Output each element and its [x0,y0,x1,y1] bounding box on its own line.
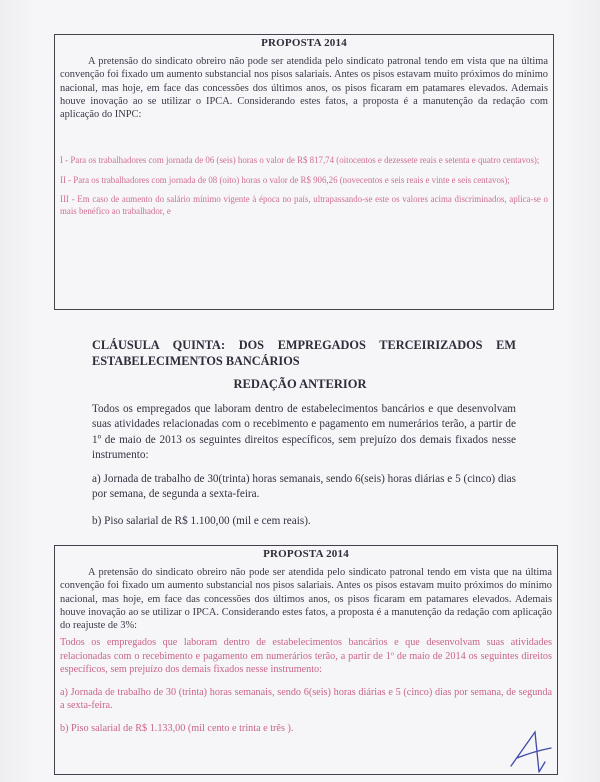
proposal-title: PROPOSTA 2014 [263,548,349,560]
proposal-box-1 [54,34,554,310]
clause-subtitle: REDAÇÃO ANTERIOR [233,377,367,391]
proposal-intro: A pretensão do sindicato obreiro não pode ser atendida pelo sindicato patronal tendo em vista que na última convenção foi fixado um aumento substancial nos pisos salariais. Antes os pisos estavam muito próximos do mínimo nacional, mas hoje, em face das concessões dos últimos anos, os pisos ficaram em patamares elevados. Ademais houve inovação ao se utilizar o IPCA. Considerando estes fatos, a proposta é a manutenção da redação com aplicação do reajuste de 3%: [60,567,552,632]
proposal-title: PROPOSTA 2014 [261,37,347,49]
proposal-box-2 [54,545,558,775]
clause-item-a: a) Jornada de trabalho de 30(trinta) horas semanais, sendo 6(seis) horas diárias e 5 (cinco) dias por semana, de segunda a sexta-feira. [92,473,516,501]
proposal-item-b: b) Piso salarial de R$ 1.133,00 (mil cento e trinta e três ). [60,722,294,734]
signature-mark [505,728,555,776]
clause-item-b: b) Piso salarial de R$ 1.100,00 (mil e cem reais). [92,515,311,527]
proposal-intro: A pretensão do sindicato obreiro não pode ser atendida pelo sindicato patronal tendo em vista que na última convenção foi fixado um aumento substancial nos pisos salariais. Antes os pisos estavam muito próximos do mínimo nacional, mas hoje, em face das concessões dos últimos anos, os pisos ficaram em patamares elevados. Ademais houve inovação ao se utilizar o IPCA. Considerando estes fatos, a proposta é a manutenção da redação com aplicação do INPC: [60,56,548,121]
proposal-item-2: II - Para os trabalhadores com jornada de 08 (oito) horas o valor de R$ 906,26 (novecentos e seis reais e vinte e seis centavos); [60,174,510,185]
proposal-item-3: III - Em caso de aumento do salário mínimo vigente à época no país, ultrapassando-se este os valores acima discriminados, aplica-se o mais benéfico ao trabalhador, e [60,193,548,217]
proposal-item-a: a) Jornada de trabalho de 30 (trinta) horas semanais, sendo 6(seis) horas diárias e 5 (cinco) dias por semana, de segunda a sexta-feira. [60,686,552,712]
clause-title: CLÁUSULA QUINTA: DOS EMPREGADOS TERCEIRIZADOS EM ESTABELECIMENTOS BANCÁRIOS [92,338,516,368]
clause-text: Todos os empregados que laboram dentro de estabelecimentos bancários e que desenvolvam suas atividades relacionadas com o recebimento e pagamento em numerários terão, a partir de 1º de maio de 2013 os seguintes direitos específicos, sem prejuízo dos demais fixados nesse instrumento: [92,403,516,462]
proposal-text: Todos os empregados que laboram dentro de estabelecimentos bancários e que desenvolvam suas atividades relacionadas com o recebimento e pagamento em numerários terão, a partir de 1º de maio de 2014 os seguintes direitos específicos, sem prejuízo dos demais fixados nesse instrumento: [60,637,552,676]
proposal-item-1: I - Para os trabalhadores com jornada de 06 (seis) horas o valor de R$ 817,74 (oitocentos e dezessete reais e setenta e quatro centavos); [60,155,540,166]
